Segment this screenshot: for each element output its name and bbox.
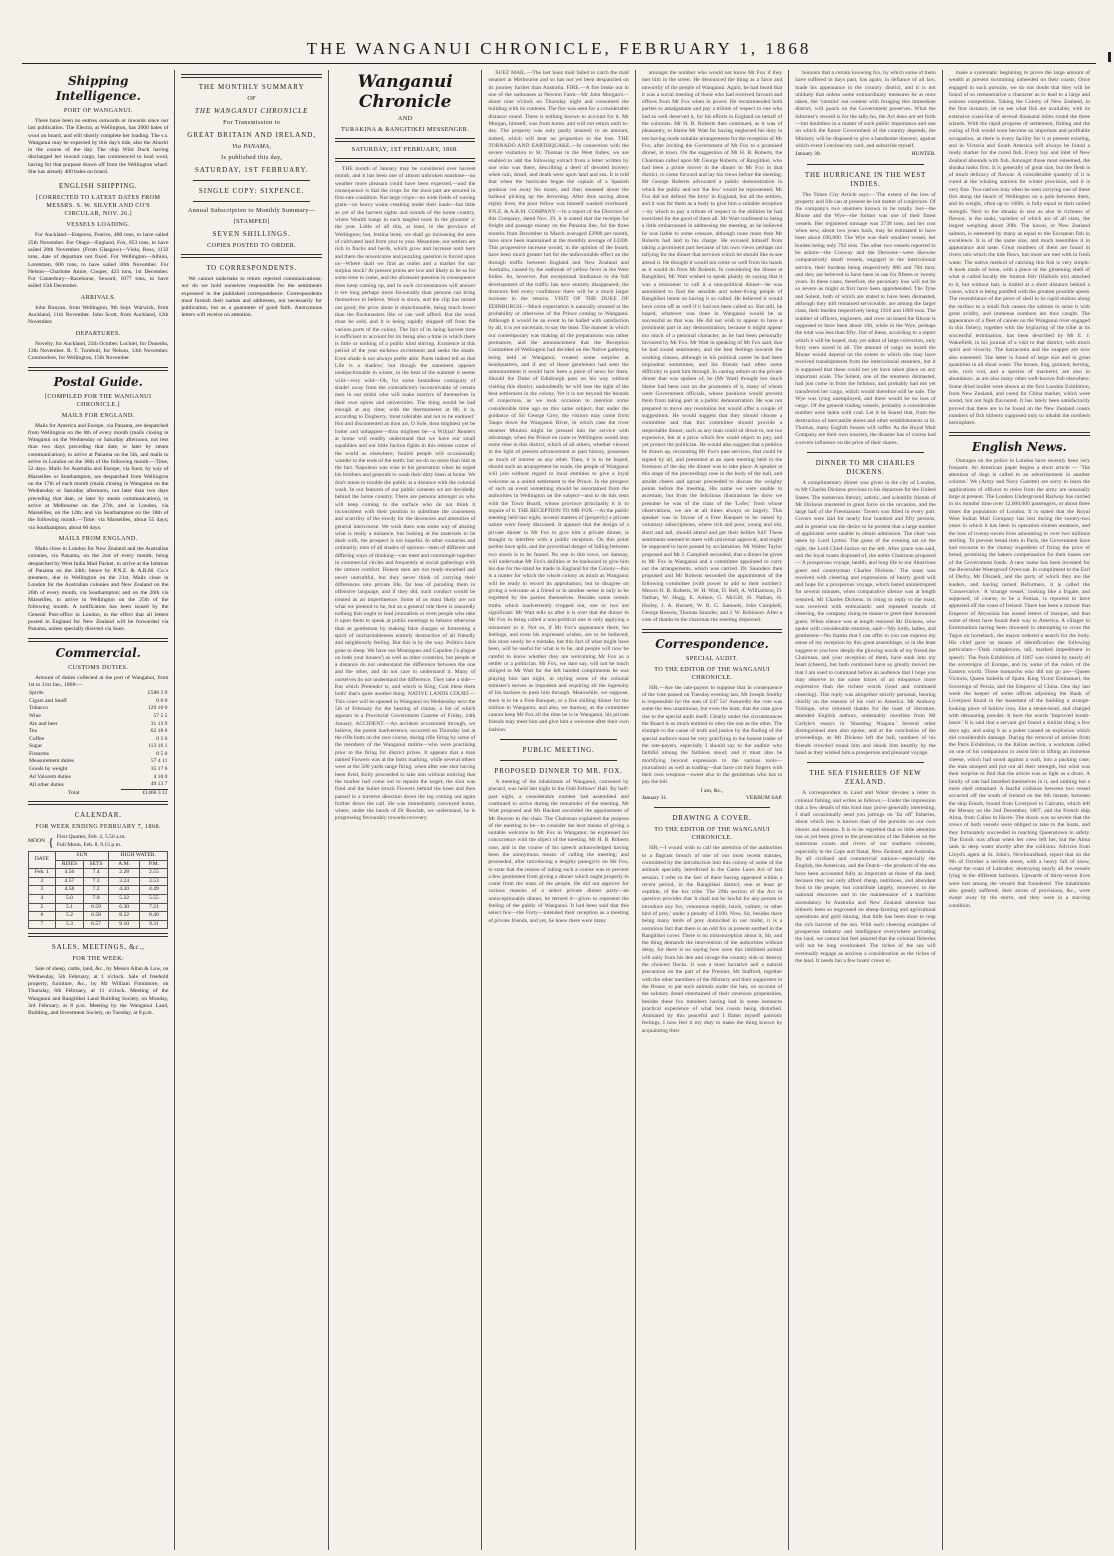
moon-phase-list [57, 834, 126, 849]
calendar-cell: 6.57 [84, 920, 109, 929]
calendar-cell: 4.49 [140, 886, 168, 895]
customs-item: Spirits [29, 690, 44, 697]
customs-item: Tobacco [29, 705, 48, 712]
calendar-cell: 5.22 [108, 895, 139, 904]
calendar-cell: 5 [29, 903, 56, 912]
audit-signature-line [642, 795, 782, 802]
english-news-heading: English News. [971, 439, 1067, 454]
drawing-cover-text: SIR,—I would wish to call the attention of the authorities to a flagrant breach of one of our most recent statutes, committed by the introduction into this colony of some of the animals specially interdicted in the Game Laws Act of last session. I refer to the fact of there having appeared within a recent period, in the Rangitikei district, one at least pr ceptible, of the fox tribe. The 29th section of the Act in question provides that 'it shall not be lawful for any person to introduce any fox, venomous reptile, hawk, vulture, or other bird of prey,' under a penalty of £100. Now, Sir, besides there being many birds of prey domiciled in our midst, it is a notorious fact that there is an odd fox at present earthed in the Rangitikei cover. There is no misconception about it, Sir, and the thing demands the intervention of the authorities without delay, for there is no saying how soon this inhibited animal will sally from his den and ravage the country side or destroy the choicest flocks. It was a most lucrative and a natural precaution on the part of the Premier, Mr Stafford, together with the other members of the Ministry and their supporters in the House, to put such animals under the ban, on account of the salutary dread entertained of their ravenous propensities, besides these fox members having had in some instances practical experience of what hen roosts being disturbed. Animated by this peaceful and I flatter myself patriotic feelings, I now feel it my duty to make the thing known by acquainting their [641, 845, 783, 1034]
fisheries-continued: make a systematic beginning to prove the large amount of wealth at present swimming unheeded on their coasts. Once engaged in such pursuits, we do not doubt that they will be found of so remunerative a character as to lead to a large and zealous competition. Taking the Colony of New Zealand, in the first instance, let us see what fish are available, with its extensive coast-line of several thousand miles round the three islands. With the rapid progress of settlement, fishing and the curing of fish would soon become an important and profitable occupation, as there is every facility for it at present existing, and in Victoria and South America will always be found a ready market for the cured fish. Every bay and inlet of New Zealand abounds with fish. Amongst those most esteemed, the shnaka ranks first. It is generally of great size, but the flesh is of much delicacy of flavour. A considerable quantity of it is cured at the whaling stations for winter provision, and it is very fine. Two natives may often be seen carrying one of these fish along the beach of Wellington on a pole between them, and its weight, often up to 100lb, is fully equal to their united strength. Next to the shnaka in size as also in richness of flavour, is the maki, varieties of which are of all sizes, the largest weighing about 30lb. The kawai, or New Zealand salmon, is esteemed by many as equal to the European fish in excellence. It is of the same size, and much resembles it in appearance and taste. Great numbers of them are found in rivers into which the tide flows, but more are met with in fresh water. The native method of catching this fish is very simple. A hook made of bone, with a piece of the glistening shell of what is called locally the 'mutton fish' (Haliotis iris) attached to it, but without bait, is trailed at a short distance behind a canoe, which is being paddled with the greatest possible speed. The resemblance of the piece of shell in its rapid motion along the surface to a small fish causes the salmon to seize it with great avidity, and immense numbers are thus caught. The appearance of a fleet of canoes on the Wanganui river engaged in this fishery, together with the byplaying of the tribe at its successful termination, has been described by Mr E. J. Wakefield, in his journal of a visit to that district, with much spirit and vivacity. The barracouta and the snapper are now also esteemed. The latter is found of large size and in great quantities in all shoal water. The bream, ling, gurnard, herring, sole, rock cod, and a species of mackerel, are also in abundance, as are also many other well-known fish elsewhere. Some dried mullet were shown at the first London Exhibition, from New Zealand, and cured for China market, which were sound, but not high flavoured. It has lately been satisfactorily proved that there are to be found on the New Zealand coasts numbers of fish hitherto supposed only to inhabit the northern hemisphere. [948, 70, 1091, 427]
arrivals-text: John Bunyan, from Wellington, 9th Sept. Warwick, from Auckland, 11th November. John Scott, from Auckland, 12th November. [28, 304, 169, 326]
moon-first-quarter: First Quarter, Feb. 2, 5.56 a.m. [56, 834, 126, 841]
drawing-signature: HUNTER. [911, 151, 936, 158]
sales-heading: SALES, MEETINGS, &c., [51, 943, 145, 952]
customs-amount: 35 17 6 [150, 766, 168, 773]
arrivals-heading: ARRIVALS. [80, 293, 116, 301]
departures-heading: DEPARTURES. [75, 329, 121, 337]
section-rule [28, 933, 168, 937]
calendar-cell: 7.3 [84, 877, 109, 886]
moon-label: MOON [28, 838, 46, 845]
editorial-date: SATURDAY, 1ST FEBRUARY, 1868. [351, 146, 459, 153]
cal-head-pm: P.M. [140, 860, 168, 869]
customs-amount: 0 5 6 [156, 735, 168, 742]
calendar-row [29, 895, 168, 904]
customs-amount: 113 16 1 [148, 743, 168, 750]
dickens-heading: DINNER TO MR CHARLES DICKENS. [815, 458, 916, 476]
dickens-text: A complimentary dinner was given in the city of London, to Mr Charles Dickens previous to his departure for the United States. The numerous literary, artistic, and scientific friends of Mr Dickens mustered in great force on the occasion, and the large hall of the Freemasons' Tavern was filled in every part. Covers were laid for nearly four hundred and fifty persons, and in general was the desire to be present that a large number of applicants were unable to obtain admission. The chair was taken by Lord Lytton. The guest of the evening sat on the right, the Lord Chief-Justice on the left. After grace was said, and the loyal toasts disposed of, the noble Chairman proposed—'A prosperous voyage, health, and long life to our illustrious guest and countryman Charles Dickens.' The toast was received with cheering and expressions of hearty good will and hope for a prosperous voyage, which lasted uninterrupted for several minutes, when comparative silence was at length restored, Mr Charles Dickens, in rising to reply to the toast, was received with enthusiastic and repeated rounds of cheering, the company rising en masse to greet their honoured guest. When silence was at length restored Mr Dickens, who spoke with considerable emotion, said—'My lords, ladies, and gentlemen—No thanks that I can offer to you can express my sense of my reception by this great assemblage, or in the least suggest to you how deeply the glowing words of my friend the Chairman, and your reception of them, have sunk into my heart (cheers), but both combined have so greatly moved me that I am used to command before an audience that I hope you may observe in me some traces of an eloquence more expressive than the richest words (loud and continued cheering). This reply was altogether strictly personal, bearing chiefly on the reasons of his visit to America. Mr Anthony Trollope, who returned thanks for the toast of literature, attended English authors, undeniably novelists from Mr Carlyle's essays in 'Shooting Niagara.' Several other distinguished men also spoke; and at the conclusion of the proceedings, as Mr Dickens left the hall, numbers of his friends crowded round him and shook him heartily by the hand as they wished him a prosperous and pleasant voyage. [795, 479, 936, 756]
customs-amount: £588 3 9 [147, 690, 168, 697]
single-copy-price: SINGLE COPY: SIXPENCE. [198, 187, 305, 195]
correspondence-heading: Correspondence. [655, 636, 769, 651]
local-news-text: SUEZ MAIL.—The last Suez mail failed to catch the mail steamer at Melbourne and so has not yet been despatched on its journey further than Australia. FIRE.—A fire broke out in one of the outhouses at Newton Farm—Mr John Morgan's—about nine o'clock on Thursday night and consumed the building with its contents. The fire was seen for a considerable distance round. There is nothing known to account for it. Mr Morgan, himself, was from home, and will not return until to-day. The property was only partly insured; to an amount, indeed, which will bear no proportion to the loss. THE TORNADO AND EARTHQUAKE.—In connection with the severe visitation to St. Thomas in the West Indies, we are enabled to add the following extract from a letter written by one who was there, describing a deed of devoted bravery when rain, dread, and death were upon land and sea. It is told that when the hurricane began the captain of a Spanish gunboat cut away his masts, and then steamed about the harbour picking up the drowning. After thus saving about eighty lives, the poor fellow was himself washed overboard. P.N.Z. & A.R.M. COMPANY.—In a report of the Directors of this Company, dated Nov. 29, it is stated that the receipts for freight and passage money on the Panama line, for the three months from December to March averaged £2900 per month, have since been maintained at the monthly average of £4300. This progressive increase would, in the opinion of the board, have been much greater but for the unfavourable effect on the through traffic between England and New Zealand and Australia, caused by the outbreak of yellow fever in the West Indies. As, however, that exceptional hindrance to the full development of the traffic has now entirely disappeared, the directors feel every confidence there will be a much larger increase in the returns. VISIT OF THE DUKE OF EDINBURGH.—Much expectation is naturally aroused at the probability or otherwise of the Prince coming to Wanganui. Although it would be an event to be hailed with satisfaction by all, it is yet uncertain, to say the least. The manner in which our contemporary was making all the preparations was rather premature, and the announcement that the Reception Committee of Wellington had decided on the Native gathering being held at Wanganui, created some surprise at headquarters, and if any of those gentlemen had seen the announcement it would have been a piece of news for them. Should the Duke of Edinburgh pass on his way without visiting this district, undoubtedly he will lose the sight of the best settlement in the colony. Yet it is not beyond the bounds of conjecture, as we took occasion to mention some considerable time ago on this same subject, that under the guidance of Sir George Grey, the visitors may come from Taupo down the Wanganui River, in which case the river steamer Moutoa might be pressed into the service with advantage, when the Prince en route to Wellington would stay some time in this district, which of all others, whether viewed in the light of present advancement or past history, possesses as much of interest as any other. Then, it is to be hoped, should such an arrangement be made, the people of Wanganui will join without regard to local enmities to give a loyal welcome as a united settlement to the Prince. In the prospect of such an event something should be ascertained from the authorities in Wellington on the subject—and to do this rests with the Town Board, whose province principally it is to inquire of it. THE RECEPTION TO MR FOX.—At the public meeting held last night, several matters of (properly) a private nature were freely discussed. It appears that the design of a private dinner to Mr Fox to give him a private dinner, is thought to interfere with a public reception. On this point parties have split, and the proverbial danger of falling between two stools is to be feared. No one in this town, we daresay, will undervalue Mr Fox's abilities or be backward to give him his due for the stand he made in England for the Colony—this is a matter for which the whole colony as much as Wanganui will be ready to record its approbation; but to disagree on giving a welcome as a friend or in another sense is only to be regretted by the parties themselves. Besides some certain truths which inadvertently cropped out, one or two are significant: Mr Watt tells us after it is over that the dinner to Mr Fox in being called a non-political one is only applying a misnomer to it. Not so, if Mr Fox's appearance there, his feelings, and even his expressed wishes, are to be believed; this most surely be a mistake, but this fact of what might have been, will be useful for what is to be, and people will now be careful to know whether they are welcoming Mr Fox as a settler or a politician. Mr Fox, we dare say, will not be much obliged to Mr Watt for the left handed compliments he was playing him last night, in styling some of the colonial minister's moves as impudent and requiring all the ingenuity of his backers to push him through. Meanwhile, we suppose, there is to be a Free Banquet, or a five shilling dinner for the million in Wanganui, and also, we daresay, as the committee cannot keep Mr Fox all the time he is in Wanganui, his private friends may meet him and give him a welcome after their own fashion. [488, 70, 629, 733]
divider [807, 452, 923, 453]
annual-price: SEVEN SHILLINGS. [212, 230, 291, 238]
column-5 [636, 70, 789, 1550]
section-rule [28, 367, 168, 371]
customs-item: Firearms [29, 750, 49, 757]
brace-icon: { [48, 834, 54, 849]
calendar-cell: 6.58 [84, 912, 109, 921]
customs-item: Cigars and Snuff [29, 697, 67, 704]
calendar-cell: 3 [29, 886, 56, 895]
customs-row [28, 766, 168, 774]
customs-row [28, 743, 168, 751]
calendar-cell: 7 [29, 920, 56, 929]
cal-head-rises: RISES [55, 860, 83, 869]
customs-item: Ad Valorem duties [29, 773, 71, 780]
calendar-row [29, 912, 168, 921]
paper-title: Wanganui Chronicle [357, 72, 453, 112]
vessels-loading-text: For Auckland—Empress, Fearice, 480 tons, to have sailed 25th November. For Otago—England, Fox, 853 tons, to have sailed 28th November. (From Glasgow)—Viola, Ross, 1132 tons, date of departure not fixed. For Wellington—Albion, Lorentzen, 606 tons, to have sailed 30th November. For Nelson—Charlotte Annie, Cooper, 423 tons, 1st December. For Canterbury—Racehorse, Seward, 1077 tons, to have sailed 15th December. [28, 232, 169, 290]
running-head-title: THE WANGANUI CHRONICLE, FEBRUARY 1, 1868 [306, 39, 812, 58]
section-rule [28, 638, 168, 642]
moon-full: Full Moon, Feb. 8, 9.15 p.m. [56, 841, 122, 848]
column-7 [943, 70, 1096, 1550]
shipping-text: There have been no entries outwards or inwards since our last publication. The Electra, at Wellington, has 2000 bales of wool on board, and will shortly complete her loading. The s.s. Wanganui may be expected by this day's tide, also the Ahuriri in the course of the day. The ship Wild Duck having discharged her inward cargo, has commenced to load wool, having for that purpose drawn off from the Wellington wharf. She has already 400 bales on board. [28, 118, 169, 176]
paper-subtitle: TURAKINA & RANGITIKEI MESSENGER. [340, 126, 470, 133]
audit-signoff: I am, &c., [700, 787, 724, 794]
calendar-row [29, 886, 168, 895]
calendar-cell: 4.57 [55, 877, 83, 886]
drawing-cover-heading: DRAWING A COVER. [672, 814, 752, 823]
sales-text: Sale of sheep, cattle, land, &c., by Messrs Allan & Low, on Wednesday, 5th February, at 1 o'clock. Sale of freehold property, furniture, &c., by Mr William Finnimore, on Thursday, 6th February, at 11 o'clock. Meeting of the Wanganui and Rangitikei Land Building Society, on Monday, 3rd February, at 8 p.m. Meeting by the Wanganui Land, Building, and Investment Society, on Tuesday, at 8 p.m. [28, 966, 169, 1017]
column-4 [482, 70, 635, 1550]
cal-head-sun: SUN [55, 852, 108, 861]
column-2 [175, 70, 328, 1550]
section-rule [181, 254, 321, 258]
customs-item: Coffee [29, 735, 45, 742]
summary-published: Is published this day, [221, 154, 283, 161]
customs-row [28, 758, 168, 766]
cal-head-date: DATE [29, 852, 56, 869]
section-rule [335, 138, 475, 142]
mails-for-england-text: Mails for America and Europe, via Panama, are despatched from Wellington on the 8th of every month (mails closing in Wanganui on the Wednesday or Saturday afternoon, not less than two days preceding that date, or later by steam communication), to arrive at Panama on the 5th, and mails to arrive in London on the 30th of the following month.—Time, 52 days. Mails for Australia and Europe, via Suez, by way of Marseilles or Southampton, are despatched from Wellington on the 17th of each month (mails closing in Wanganui on the Wednesday or Saturday afternoon, not later than two days preceding that date, or later by steam communication), to arrive at Melbourne on the 27th, and in London, via Marseilles, on the 12th; and via Southampton on the 18th of the following month.—Time: via Marseilles, about 55 days; via Southampton, about 60 days. [28, 422, 169, 531]
section-rule [949, 432, 1090, 436]
calendar-cell: 6 [29, 912, 56, 921]
summary-via: Via PANAMA, [232, 143, 272, 150]
copies-note: COPIES POSTED TO ORDER. [207, 242, 297, 249]
calendar-cell: 7.2 [84, 886, 109, 895]
divider [807, 762, 923, 763]
postal-compiled-note: [COMPILED FOR THE WANGANUI CHRONICLE.] [44, 392, 152, 408]
customs-amount: 49 13 7 [150, 781, 168, 788]
customs-row [28, 728, 168, 736]
moon-phases [28, 834, 168, 849]
calendar-cell: 5.0 [55, 895, 83, 904]
divider [654, 807, 770, 808]
calendar-cell: 4 [29, 895, 56, 904]
customs-amount: 4 10 0 [153, 773, 168, 780]
mails-from-england-text: Mails close in London for New Zealand and the Australian colonies, via Panama, on the 2nd of every month; being despatched by West India Mail Packet, to arrive at the Isthmus of Panama on the 24th; hence by P.N.Z. & A.R.M. Co.'s steamers, due in Wellington on the 21st. Mails close in London for the Australian colonies and New Zealand on the 26th of every month, via Southampton; and on the 26th via Marseilles, to arrive in Wellington on the 25th of the following month. A notification has been issued by the General Post-office in London, to the effect that all letters posted in England for New Zealand will be forwarded via Panama, unless specially directed via Suez. [28, 545, 169, 633]
cal-head-am: A.M. [108, 860, 139, 869]
summary-paper: THE WANGANUI CHRONICLE [195, 107, 309, 115]
port-heading: PORT OF WANGANUI. [63, 107, 133, 114]
summary-date: SATURDAY, 1ST FEBRUARY. [194, 166, 309, 174]
calendar-row [29, 869, 168, 878]
calendar-cell: 8.22 [108, 912, 139, 921]
page-edge-mark [1108, 52, 1111, 62]
customs-item: All other duties [29, 781, 64, 788]
annual-subscription: Annual Subscription to Monthly Summary— [187, 207, 316, 214]
calendar-cell: 5.55 [140, 895, 168, 904]
customs-amount: 57 4 11 [150, 758, 168, 765]
postal-guide-heading: Postal Guide. [53, 374, 143, 389]
calendar-row [29, 903, 168, 912]
paper-and: AND [397, 115, 413, 122]
calendar-cell: 7.21 [140, 903, 168, 912]
customs-total-label: Total [68, 789, 80, 796]
correspondents-text: We cannot undertake to return rejected communications; nor do we hold ourselves responsible for the sentiments expressed in the published correspondence. Correspondents must furnish their names and addresses, not necessarily for publication, but as a guarantee of good faith. Anonymous letters will receive no attention. [181, 276, 322, 319]
calendar-heading: CALENDAR. [74, 811, 122, 820]
calendar-cell: Feb. 1 [29, 869, 56, 878]
customs-amount: 31 13 9 [150, 720, 168, 727]
running-head [22, 0, 1096, 64]
drawing-date: January 30. [795, 151, 822, 158]
summary-for: For Transmission to [223, 119, 281, 126]
fisheries-text: A correspondent to Land and Water devotes a letter to colonial fishing, and writes as follows:—Under the impression that a few details of this kind may prove generally interesting, I shall occasionally send you jottings on 'far off' fisheries, about which less is known than of the pursuits on our own shores and streams. It is to be regretted that so little attention has as yet been given to the prosecution of the fisheries on the numerous coasts and rivers of our southern colonies, especially in the Cape and Natal, New Zealand, and Australia. By all civilised and commercial nations—especially the English, the American, and the Dutch—the products of the sea have been accounted fully as important as those of the land; because they not only afford cheap, nutritious, and abundant food to the people, but contribute largely, moreover, to the national resources and to the maintenance of a maritime ascendancy. In Australia and New Zealand attention has hitherto been so engrossed on sheep-farming and agricultural operations and gold mining, that little has been done to reap the rich harvest of the sea. With such cheering examples of prosperous industry and intelligence everywhere pervading the land, we cannot but feel assured that the colonial fisheries will not be long overlooked. The riches of the sea will eventually engage as anxious a consideration as the riches of the land. It needs but a few boats' crews to [795, 790, 936, 965]
english-shipping-note: [CORRECTED TO LATEST DATES FROM MESSRS. S. W. SILVER AND CO'S CIRCULAR, NOV. 26.] [35, 194, 161, 218]
columns [22, 70, 1096, 1550]
section-rule [642, 629, 782, 633]
vessels-loading-heading: VESSELS LOADING. [66, 221, 131, 229]
customs-item: Sugar [29, 743, 43, 750]
customs-total-row [28, 789, 168, 797]
english-shipping-heading: ENGLISH SHIPPING. [58, 182, 138, 191]
commercial-heading: Commercial. [55, 645, 141, 660]
calendar-cell: 4.20 [108, 886, 139, 895]
summary-of: OF [247, 95, 257, 102]
section-rule [181, 74, 321, 78]
section-rule [28, 801, 168, 805]
calendar-cell: 8.40 [140, 912, 168, 921]
customs-row [28, 774, 168, 782]
calendar-row [29, 920, 168, 929]
calendar-cell: 7.0 [84, 895, 109, 904]
column-1 [22, 70, 175, 1550]
customs-row [28, 690, 168, 698]
sales-week: FOR THE WEEK: [72, 955, 125, 963]
summary-destination: GREAT BRITAIN AND IRELAND, [187, 131, 317, 139]
mails-for-england-heading: MAILS FOR ENGLAND. [61, 411, 135, 419]
customs-row [28, 751, 168, 759]
customs-amount: 62 18 6 [150, 728, 168, 735]
mails-from-england-heading: MAILS FROM ENGLAND. [58, 534, 138, 542]
calendar-cell: 4.56 [55, 869, 83, 878]
customs-row [28, 736, 168, 744]
column-3 [329, 70, 482, 1550]
calendar-cell: 2.28 [108, 869, 139, 878]
customs-row [28, 713, 168, 721]
calendar-table [28, 851, 168, 929]
editorial-text: THE month of January may be considered over harvest month, and it has been one of almost unbroken sunshine—no weather more pleasant could have been expected,—and the consequence is that the crops for the most part are secured in first-rate condition. Not large crops—no wide fields of waving grain—no heavy wains creaking under their loads—but little as yet of the harvest sights and sounds of the home country, where Wealth hangs in each tangled nook In the gloamin' o' the year. Little of all this, at least, in the province of Wellington; but, festina lente, we shall go increasing the area of cultivated land from year to year. Meantime, our settlers are rich in flocks and herds, which grow and increase until here and there the unwelcome and puzzling question is forced upon us—Where shall we find an outlet and a market for our surplus stock? At present prices are low and likely to be so for some time to come, and the aforesaid question in consequence does keep coming up, and in such circumstances will answer it ere long perhaps more favourably than persons can bring themselves to believe. Wool is shorn, and the clip has turned out good; the price alone is objectionable, being much lower than the flockmasters like or can well afford. But the wool must be sold, and it is being rapidly shipped off from the various ports of the colony. The fact of its being harvest time is sufficient to account for its being also a time in which there is little or nothing of a public kind stirring. Existence at this period of the year eschews excitement and seeks the shade. Even shade is not always prefer able. Poets indeed tell us that Life is a shadow; but though the statement appears unobjectionable in winter, in the heat of the summer it seems wild—very wild—Oh, for some boundless contiguity of shade! away from the contradictory inconceivable of certain men in our midst who will make martyrs of themselves in their own spires and universities. The thing would be bad enough at any time; with the thermometer at 80, it is, according to Dogberry, 'most tolerable and not to be endured.' Hot and discontented as thou art, O Sole, thou mightest yet be hotter and unhappier—thou mightest be—a W(h)at! Readers at home will readily understand that we have our small squabbles and our little faction fights in this remote corner of the world as elsewhere; foolish people will occasionally wander to the ends of the earth; but we do no more than hint at the fact. Napoleon was wise in his generation when he urged his brothers and generals to wash their dirty linen at home. We don't mean to trouble the public at a distance with the colonial wash. In our features of our public contests we are decidedly behind the home country. There are persons amongst us who will keep coming to the surface who do not think it inconsistent with their position to substitute the coarseness and scurrility of the rowdy for the decencies and amenities of general intercourse. We wish there was some way of abating what is really a nuisance, but looking at the materials to be dealt with, the prospect is not hopeful. In other countries and ordinarily, men of all shades of opinion—men of different and differing ways of thinking—can meet and commingle together in commercial circles and frequently at social gatherings with the utmost comfort. Honest men are not ready-mouthed and never untruthful, but they never think of carrying their differences into private life, far less of parading them in offensive language, and if they did, such conduct would be treated as an impertinence. Some of us must likely are not what we pretend to be, but as a general rule there is assuredly nothing that ought to lead journalists or even people who take it upon them to speak at public meetings to behave otherwise than as gentleman by making false charges or fomenting a spirit of uncharitableness entirely destructive of all friendly and neighbourly feeling. But this is by the way. Politics have gone to sleep. We have our Montagues and Capulets ('a plague on both your houses') as well as other countries, but people at a distance do not understand the difference between the one and the other, and do not care to understand it. Many of ourselves do not understand the difference. They take a side— But which Pretender is, and which is King, God bless them both! that's quite another thing. NATIVE LANDS COURT.—This court will be opened in Wanganui on Wednesday next the 5th of February for the hearing of claims, a list of which appears in a Provincial Government Gazette of Friday, 24th January. ACCIDENT.—An accident occasioned through, we believe, the purest inadvertence, occurred on Thursday last at the rifle butts on the race course, during rifle firing by some of the members of the Wanganui militia—who were practising prior to the firing for district prizes. It appears that a man named Flowers was at the butts marking, while several others were at the 500 yards range firing; when after one shot having been fired, Kelly proceeded to take aim without noticing that the marker had come out to repaint the target; the shot was fired and the bullet struck Flowers behind the knee and then passed in a traverse direction down the leg coming out again further down the calf. He was immediately conveyed home, where, under the hands of Dr Rowlatt, we understand, he is progressing favourably towards recovery. [334, 166, 476, 822]
calendar-week: FOR WEEK ENDING FEBRUARY 7, 1868. [35, 823, 161, 831]
audit-signature: VERBUM SAP. [745, 795, 783, 802]
special-audit-heading: SPECIAL AUDIT. [686, 654, 739, 662]
drawing-to-editor: TO THE EDITOR OF THE WANGANUI CHRONICLE. [654, 826, 770, 842]
dinner-heading: PROPOSED DINNER TO MR. FOX. [494, 767, 623, 776]
calendar-cell: 3.53 [140, 877, 168, 886]
audit-text: SIR,—Are the rate-payers to suppose that in consequence of the vote passed on Tuesday evening last, Mr Joseph Smithy is responsible for the sum of £47 5s? Assuredly the vote was some the less unanimous, but even the least, that the case gave rise to the special audit itself. Clearly under the circumstances the Board is as much entitled to obey the one as the other. The triumph to the cause of truth and justice by the finding of the special auditors must be very gratifying to the honest trader of the rate-payers, especially I should say to the auditor who faithful among the faithless stood; and it must also be mortifying beyond expression to the various tools—journalistic as well as trading—that have cut their fingers with their own weapons—sweet also to the gentleman who has to pay the bill. [641, 684, 783, 786]
calendar-cell: 9.31 [140, 920, 168, 929]
divider [500, 760, 616, 761]
divider [193, 180, 309, 181]
customs-amount: 0 0 0 [156, 697, 168, 704]
meeting-report-text: amongst the number who would not know Mr Fox if they met him in the street. He denounced the thing as a farce and unworthy of the people of Wanganui. Again, he had heard that it was a social meeting of those who had received favours and offices from Mr Fox when in power. He recommended both parties to amalgamate and pay a tribute of respect to one who had so well deserved it, for his efforts in England on behalf of the colonists. Mr H. B. Roberts then continued, as it was of pleasantry, to blame Mr Watt for having neglected his duty in not having made suitable arrangements for the reception of Mr Fox, after inviting the Government of Mr Fox to a promised dinner, in town. On the suggestion of Mr H. B. Roberts, the Chairman called upon Mr George Roberts, of Rangitikei, who had been a prime mover in the dinner to Mr Fox in that district, to come forward and lay his views before the meeting. Mr George Roberts advocated a public demonstration in which the public and not 'the few' would be represented; Mr Fox did not defend 'the forty' in England, but all the settlers, and it was for them as a body to give him a suitable reception—by which to pay a tribute of respect to the abilities he had exercised for the good of them all. Mr Watt confessed to being a little embarrassed in addressing the meeting, as he believed he was liable to some censure, although none more than Mr Roberts had laid to his charge. He excused himself from taking a prominent part because of his own views perhaps not tallying for the dinner that services which he should like to see attend it. He thought it would not come so well from his hands as it would do from Mr Roberts. In considering the dinner at Rangitikei, Mr Watt wished to speak plainly its saying that it was a misnomer to call it a non-political dinner—he was astonished to find the sensible and sober-living people of Rangitikei intent on having it so called. He believed it would have come off as well if it had not been called so. But still, he hoped, whatever was done in Wanganui would be as successful as that was. He did not wish to appear to have a prominent part in any demonstration, because it might appear too much of a personal character, as he had been personally favoured by Mr Fox. Mr Watt in speaking of Mr Fox said, that he had sound sentiments, and the best feelings towards the working classes, although in his political career he had been imprudent sometimes, and his friends had often some difficulty to push him through. In casting odium on the private dinner that was spoken of, he (Mr Watt) thought too much blame had been cast on the promoters of it, many of whom were Government officials, whose positions would prevent them from taking part in a public demonstration. He was not prepared to move any resolution but would offer a couple of suggestions. He would suggest that they should choose a committee and that this committee should provide a respectable dinner, such as any man could sit down to, not too expensive, but at a price which few could object to pay, and yet protect the politician. He would also suggest that a petition be drawn up, recounting Mr Fox's past services, that could be signed by all, and presented at an open meeting held in the forenoon of the day the dinner was to take place. A speaker at this stage of the proceedings rose in the body of the hall, and amidst cheers and uproar proceeded to discuss the weighty points before the meeting. His name we were unable to ascertain, but from the felicitous illustrations he drew we presume he was of the class of the 'Lofer,' from whose observations, we are at all times always so largely. This speaker was in favour of a Free Banquet to be raised by voluntary subscriptions, where rich and poor, young and old, short and tall, should attend and get their bellies full! These sentiments seemed to meet with universal approval, and might be supposed to have passed by acclamation. Mr Walter Taylor proposed and Mr J. Campbell seconded, that a dinner be given to Mr Fox in Wanganui and a committee appointed to carry out the arrangements, which was carried. Dr. Saunders then proposed and Mr Roberts seconded the appointment of the following committee (with power to add to their number): Messrs H. B. Roberts, W. H. Watt, D. Bell, A. Williamson, D. Nathan, W. Hogg, E. Aitken, G. McGill, H. Nathan, H. Hurley, J. A. Burnett, W. R. G. Samuels, John Campbell, George Beaven, Thomas Saunder, and J. W. Robinson. After a vote of thanks to the chairman the meeting dispersed. [641, 70, 783, 624]
calendar-cell: 5.3 [55, 920, 83, 929]
english-news-text: Outrages on the police in London have recently been very frequent. An American paper begins a short article — 'The attention of dogs is called to an advertisement in another column.' We (Army and Navy Gazette) are sorry to learn the applications of officers to retire from the army are unusually large at present. The London Underground Railway has carried in six months' time over 12,000,000 passengers, or about three times the population of London. It is stated that the Royal West Indian Mail Company has lost during the twenty-two years in which it has been in operation sixteen steamers, and the loss of twenty-seven lives amounting to over two millions sterling. To prevent bread riots in Paris, the Government have had recourse to the clumsy expedient of fixing the price of bread, promising the bakers compensation for their losses out of the Government funds. A new name has been invented for the Reversible Waterproof Overcoat. In compliment to the Earl of Derby, Mr Disraeli, and the party of which they are the leaders, and having turned Reformers, it is called the 'Conservative.' A 'strange vessel,' looking like a frigate, and supposed, of course, to be a Fenian, is reported to have appeared off the coast of Ireland. There has been a rumour that Emperor of Abyssinia has issued letters of marque, and that some of them have found their way to America. A villager in Estremadura having been drowned in attempting to cross the Tagus on horseback, the mayor ordered a search for the body. His chief gave us means of identification the following particulars—'Dark complexion, tall, marked impediment in speech.' The Paris Exhibition of 1867 was visited by nearly all the sovereigns of Europe, and by some of the rulers of the Eastern world. Those monarchs who did not go are—Queen Victoria, Queen Isabella of Spain, King Victor Emmanuel, the Sovereign of Persia, and the Emperor of China. One day last week the keeper of some offices adjoining the Bank of Liverpool found in the basement of the building a strange-looking piece of hollow iron, like a steam-head, and charged with detonating powder. It bore the words 'Improved bomb-lance.' It is said that a servant girl found a similar thing a few days ago, and using it as a poker caused an explosion which did considerable damage. During the removal of articles from the Paris Exhibition, in the Italian section, a workman called on one of his companions to assist him in lifting an immense cheese, which had stood against a wall, into a packing case; the man stooped and put out all their strength, but what was their surprise to find that the article was as light as a drum. A family of rats had installed themselves in it, and nothing but a mere shell remained. A fearful collision between two vessel occurred off the south of Ireland on the 6th instant, between the ship Enock, bound from Liverpool to Calcutta, which left the Mersey on the 2nd December, 1867, and the French ship Alma, from Callao to Havre. The shock was so severe that the crews of both vessels were obliged to take to the boats, and they fortunately succeeded in reaching Queenstown in safety. The Enock was afloat when her crew left her, but the Alma sank in deep water shortly after the collision. Advices from Lloyd's agent at St. John's, Newfoundland, report that on the 9th of October a terrible storm, with a heavy fall of snow, swept the coast of Labrador, destroying nearly all the vessels lying in the different harbours. Upwards of thirty-seven lives were lost among the vessels that foundered. The inhabitants also greatly suffered; their stores of provisions, &c., were swept away by the storm, and they were in a starving condition. [948, 457, 1091, 909]
customs-intro: Amount of duties collected at the port of Wanganui, from 1st to 31st Jan., 1868:— [28, 674, 169, 688]
dinner-text: A meeting of the inhabitants of Wanganui, convened by placard, was held last night in the Odd Fellows' Hall. By half-past eight, a considerable number had assembled and continued to arrive during the remainder of the meeting. Mr Watt proposed and Mr Hackett seconded the appointment of Mr Beaven to the chair. The Chairman explained the purpose of the meeting to be—to consider the best means of giving a suitable welcome to Mr Fox in Wanganui; he expressed his concurrence with the object of the meeting. Mr H. B. Roberts rose, and in the course of his speech acknowledged having been the anonymous means of calling the meeting; and proceeded, after introducing a lengthy panegyric on Mr Fox, to state that the reason of taking such a course was to prevent a few gentlemen from giving a dinner which ought properly to come from the mass of the people. He did not approve for various reasons of a select private dinner party—an unexceptionable dinner, he termed it—given to represent the feeling of the public of Wanganui. It had been said that this select few—the Forty—intended their reception as a meeting of private friends, and yet, he knew there were many [488, 779, 629, 924]
stamped-note: [STAMPED] [233, 218, 270, 225]
audit-date: January 31. [641, 795, 668, 802]
shipping-heading: Shipping Intelligence. [55, 74, 141, 103]
cal-head-sets: SETS [84, 860, 109, 869]
calendar-cell: 2 [29, 877, 56, 886]
departures-text: Novelty, for Auckland, 25th October. Lochiel, for Dunedin, 13th November. R. T. Turnbull, for Nelson, 13th November. Commodore, for Wellington, 15th November. [28, 340, 169, 362]
customs-item: Measurement duties [29, 758, 75, 765]
customs-amount: 0 5 0 [156, 750, 168, 757]
audit-to-editor: TO THE EDITOR OF THE WANGANUI CHRONICLE. [654, 665, 770, 681]
calendar-cell: 7.4 [84, 869, 109, 878]
calendar-cell: 2.55 [140, 869, 168, 878]
calendar-cell: 6.30 [108, 903, 139, 912]
hurricane-heading: THE HURRICANE IN THE WEST INDIES. [804, 170, 927, 188]
fisheries-heading: THE SEA FISHERIES OF NEW ZEALAND. [809, 769, 922, 787]
correspondents-heading: TO CORRESPONDENTS. [206, 264, 298, 272]
customs-row [28, 698, 168, 706]
customs-row [28, 721, 168, 729]
divider [807, 164, 923, 165]
drawing-signature-line [795, 151, 935, 158]
calendar-cell: 9.10 [108, 920, 139, 929]
divider [193, 201, 309, 202]
calendar-cell: 3.24 [108, 877, 139, 886]
public-meeting-heading: PUBLIC MEETING. [522, 746, 595, 755]
cal-head-high-water: HIGH WATER. [108, 852, 167, 861]
column-6 [789, 70, 942, 1550]
divider [500, 739, 616, 740]
customs-heading: CUSTOMS DUTIES. [68, 663, 129, 671]
calendar-header-row [29, 852, 168, 861]
hurricane-text: The Times City Article says:—'The extent of the loss of property and life can at present be but matter of conjecture. Of the company's two steamers known to be totally lost—the Rhone and the Wye—the former was one of their finest vessels. Her registered tonnage was 2738 tons, and her cost when new, about two years back, may be estimated to have been about £90,000. The Wye was their smallest vessel, her burden being only 792 tons. The other two vessels reported to be ashore—the Conway and the Derwent—were likewise comparatively small vessels, engaged in the intercolonial service, their burdens being respectively 886 and 784 tons; and they are believed to have been in use for fifteen or twenty years. In these cases, therefore, the pecuniary loss will not be so severe as might at first have been apprehended. The Tyne and Solent, both of which are stated to have been dismasted, although they still remained serviceable, are among the larger class, their burden respectively being 1916 and 1869 tons. The number of officers, engineers, and crew on board the Rhone is supposed to have been about 100, while in the Wye, perhaps the total was less than fifty. Out of these, according to a report which it will be hoped, may yet admit of large correction, only forty were saved in all. The amount of cargo on board the Rhone would depend on the extent to which she may have received transhipments from the intercolonial steamers, but it is supposed that these could not yet have taken place on any important scale. The Solent, one of the steamers dismasted, had just come in from the Isthmus, and probably had not yet transferred her cargo, which would therefore still be safe. The Wye was lying unemployed, and there would be no loss of cargo. Of the general trading vessels, probably a considerable number were laden with coal. Let it be feared that, from the destruction of mercantile stores and other establishments at St. Thomas, many English houses will suffer. As the Royal Mail Company are their own insurers, the disaster has of course had a severe influence on the price of their shares. [795, 191, 936, 446]
section-rule [335, 158, 475, 162]
customs-item: Tea [29, 728, 37, 735]
customs-amount: 57 5 5 [153, 712, 168, 719]
calendar-cell: 4.58 [55, 886, 83, 895]
customs-item: Goods by weight [29, 766, 68, 773]
customs-table [28, 690, 168, 797]
customs-total-value: £1466 3 11 [121, 789, 169, 797]
drawing-cover-continued: honours that a certain knowing fox, by which some of them have suffered in days past, has again, in defiance of all law, made his appearance in the country district, and it is not unlikely that unless some extraordinary measures be at once taken, the 'varmint' not content with foraging this immediate district, will poach on the Government preserves. What the informer's reward is for the tally-ho, the Act does not set forth—but doubtless in a matter of such public importance and one on which the future Government of the country depends, the Ministry will be disposed to give a handsome douceur, against which event I enclose my card, and subscribe myself, [795, 70, 936, 149]
customs-row [28, 781, 168, 789]
customs-amount: 129 10 0 [147, 705, 168, 712]
customs-row [28, 705, 168, 713]
calendar-row [29, 877, 168, 886]
calendar-cell: 6.59 [84, 903, 109, 912]
customs-item: Wine [29, 712, 41, 719]
calendar-cell: 5.2 [55, 912, 83, 921]
customs-item: Ale and beer [29, 720, 58, 727]
summary-heading: THE MONTHLY SUMMARY [198, 83, 305, 91]
calendar-cell: 5.1 [55, 903, 83, 912]
